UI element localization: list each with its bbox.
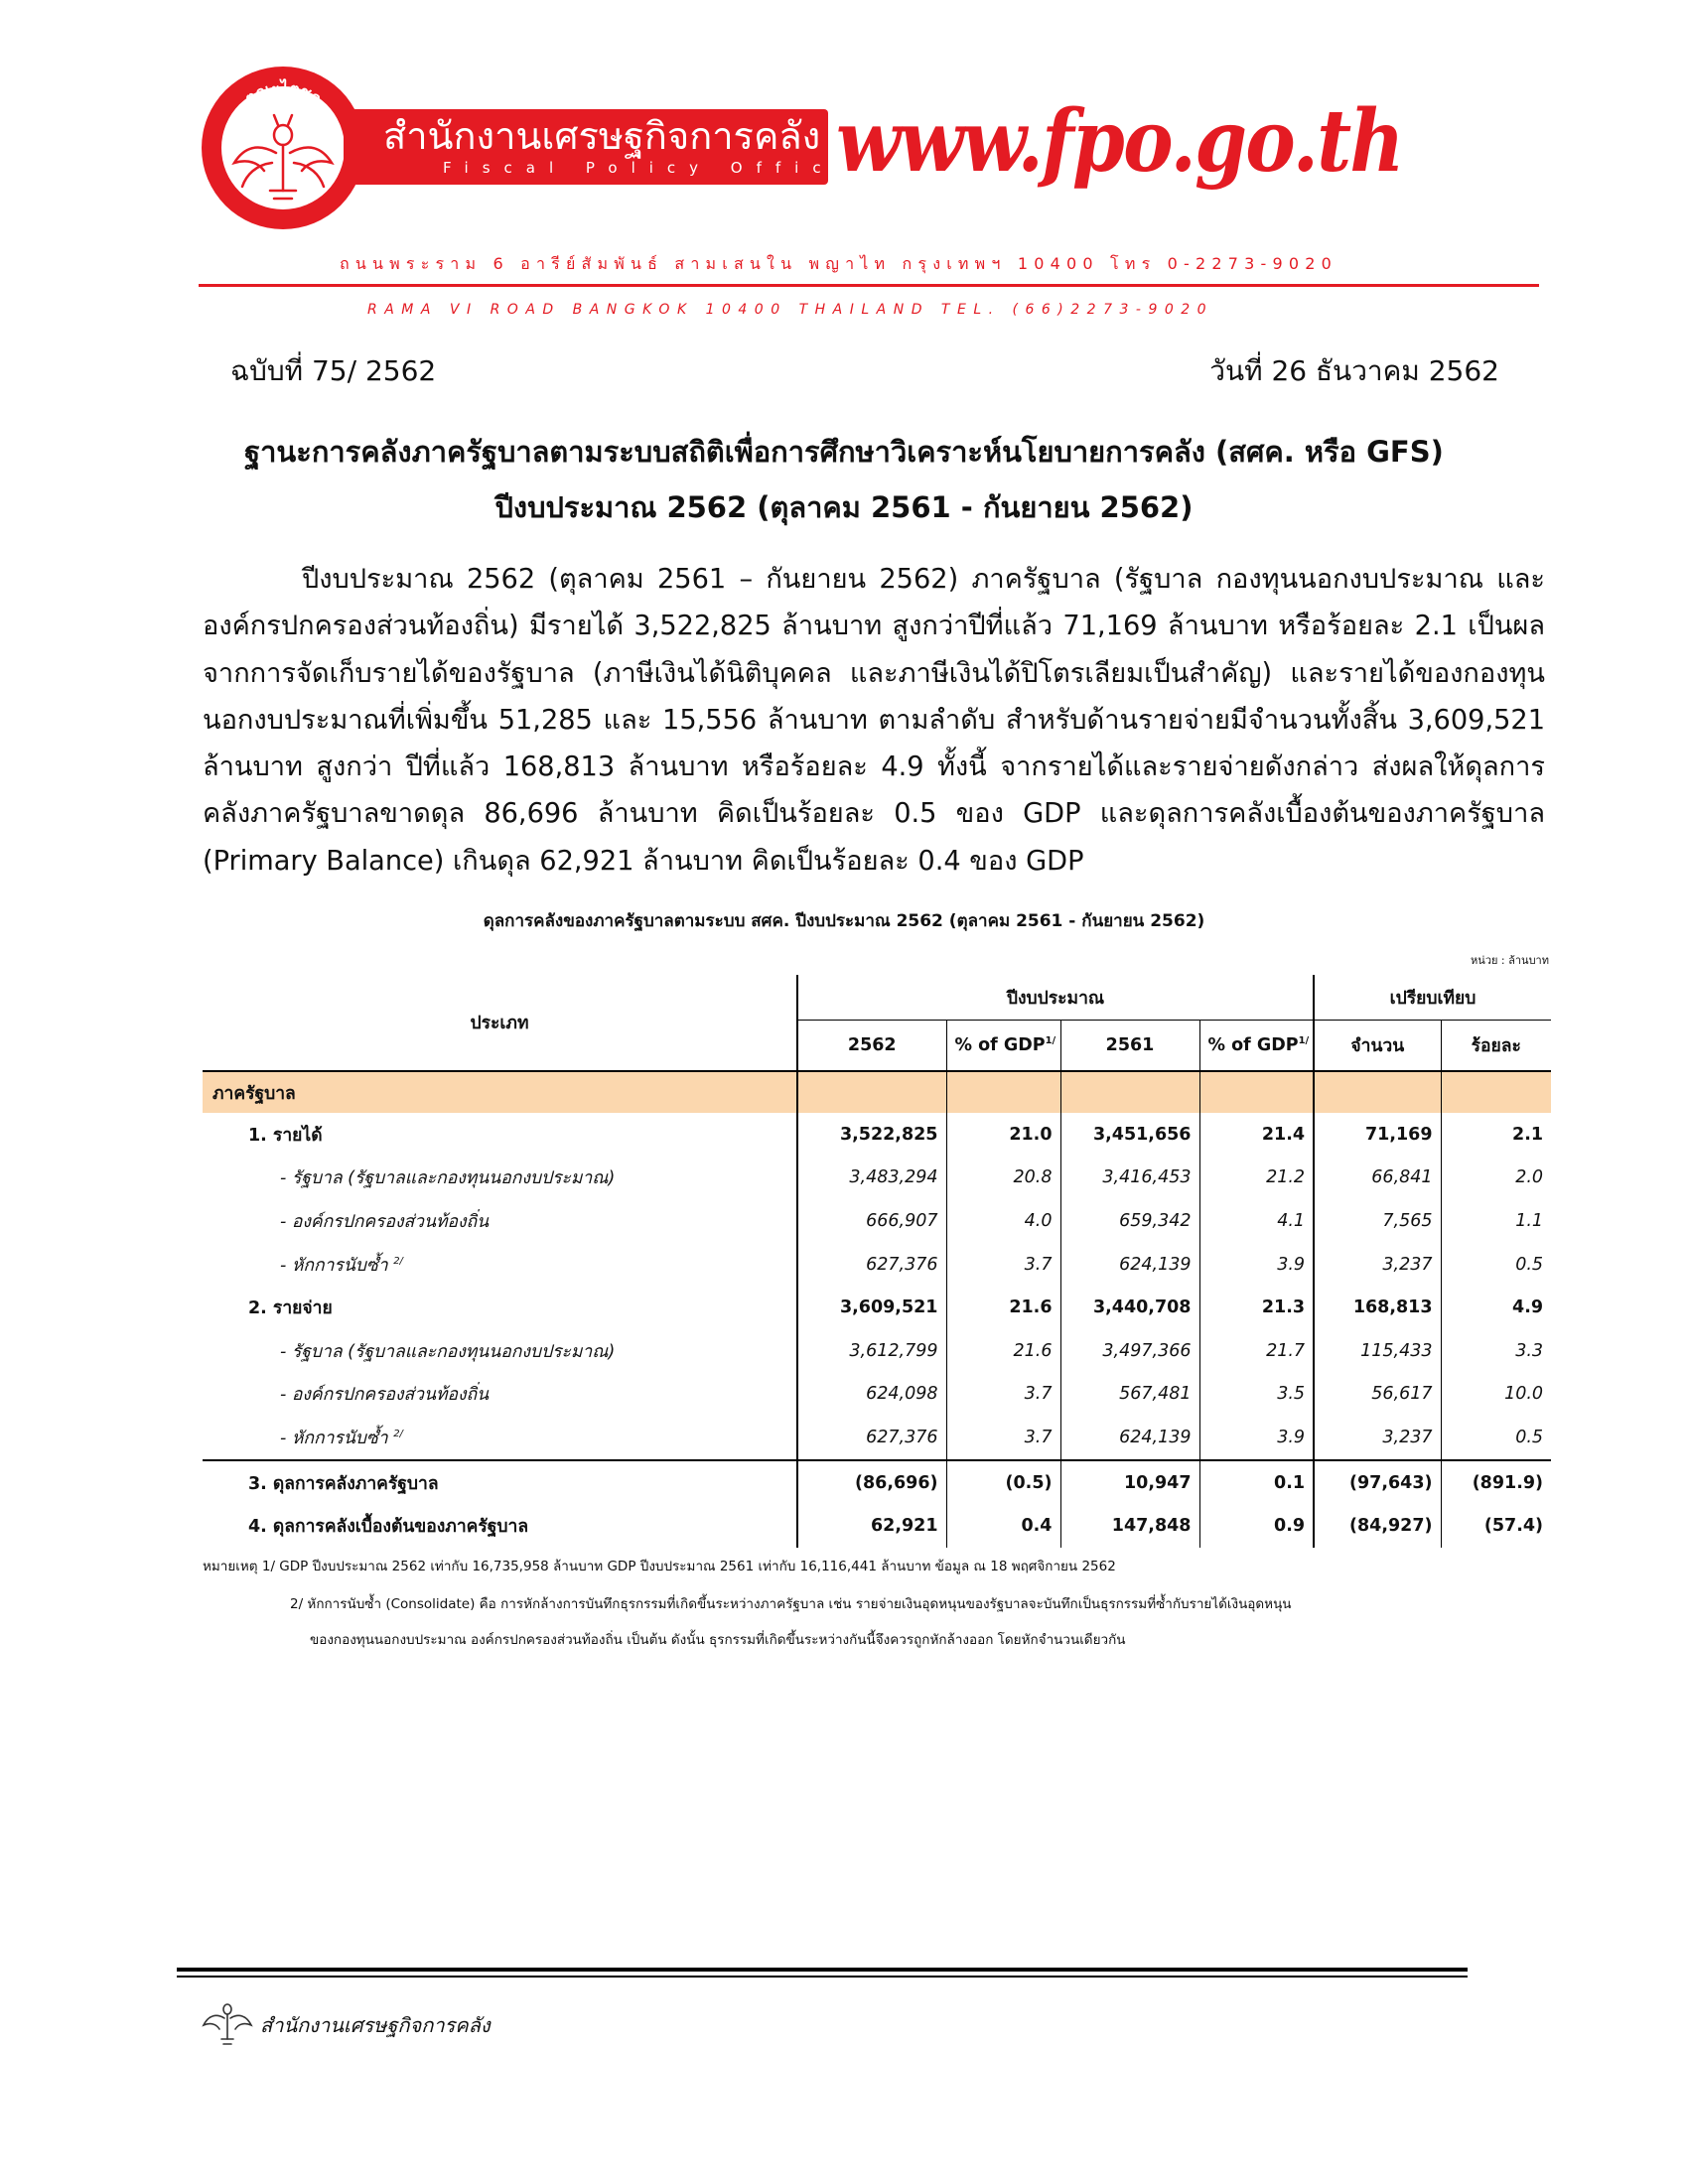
title-banner (344, 109, 858, 185)
header-amount: จำนวน (1314, 1021, 1441, 1072)
table-row: 3. ดุลการคลังภาครัฐบาล (86,696) (0.5) 10,947 0.1 (97,643) (891.9) (203, 1460, 1551, 1505)
footnote-2: 2/ หักการนับซ้ำ (Consolidate) คือ การหักล้างการบันทึกธุรกรรมที่เกิดขึ้นระหว่างภาครัฐบาล เช่น รายจ่ายเงินอุดหนุนของรัฐบาลจะบันทึกเป็นธุรกรรมที่ซ้ำกับรายได้เงินอุดหนุน (290, 1596, 1292, 1612)
issue-number: ฉบับที่ 75/ 2562 (230, 354, 437, 387)
document-subtitle: ปีงบประมาณ 2562 (ตุลาคม 2561 - กันยายน 2562) (494, 490, 1194, 524)
table-row: - หักการนับซ้ำ $^{2/}$ 627,376 3.7 624,139 3.9 3,237 0.5 (203, 1243, 1551, 1287)
header-fiscal-year: ปีงบประมาณ (797, 975, 1314, 1021)
table-row: - หักการนับซ้ำ $^{2/}$ 627,376 3.7 624,139 3.9 3,237 0.5 (203, 1416, 1551, 1460)
table-row: 2. รายจ่าย 3,609,521 21.6 3,440,708 21.3 168,813 4.9 (203, 1286, 1551, 1329)
footer-divider-thin (177, 1976, 1468, 1978)
table-caption: ดุลการคลังของภาครัฐบาลตามระบบ สศค. ปีงบประมาณ 2562 (ตุลาคม 2561 - กันยายน 2562) (483, 911, 1205, 931)
garuda-icon (201, 1995, 254, 2049)
table-row: - รัฐบาล (รัฐบาลและกองทุนนอกงบประมาณ) 3,612,799 21.6 3,497,366 21.7 115,433 3.3 (203, 1329, 1551, 1373)
org-name-en: Fiscal Policy Office (443, 159, 858, 177)
header-percent: ร้อยละ (1441, 1021, 1551, 1072)
unit-label: หน่วย : ล้านบาท (1471, 954, 1549, 967)
header-gdp-2561: % of $GDP^{1/}$ (1199, 1021, 1314, 1072)
table-row: 1. รายได้ 3,522,825 21.0 3,451,656 21.4 71,169 2.1 (203, 1113, 1551, 1157)
table-row: 4. ดุลการคลังเบื้องต้นของภาครัฐบาล 62,921 0.4 147,848 0.9 (84,927) (57.4) (203, 1504, 1551, 1548)
header-compare: เปรียบเทียบ (1314, 975, 1551, 1021)
fpo-seal-logo (199, 64, 367, 232)
footnote-1: หมายเหตุ 1/ GDP ปีงบประมาณ 2562 เท่ากับ 16,735,958 ล้านบาท GDP ปีงบประมาณ 2561 เท่ากับ 16,116,441 ล้านบาท ข้อมูล ณ 18 พฤศจิกายน 2562 (203, 1559, 1116, 1574)
website-link[interactable]: www.fpo.go.th (836, 91, 1403, 192)
seal-text: ตณะไตชก (240, 77, 326, 108)
footer-org-name: สำนักงานเศรษฐกิจการคลัง (260, 2013, 491, 2037)
fiscal-balance-table (203, 975, 1551, 1548)
header-gdp-2562: % of $GDP^{1/}$ (946, 1021, 1060, 1072)
footer-divider (177, 1968, 1468, 1972)
table-row: - รัฐบาล (รัฐบาลและกองทุนนอกงบประมาณ) 3,483,294 20.8 3,416,453 21.2 66,841 2.0 (203, 1157, 1551, 1200)
table-row: - องค์กรปกครองส่วนท้องถิ่น 666,907 4.0 659,342 4.1 7,565 1.1 (203, 1199, 1551, 1243)
body-paragraph: ปีงบประมาณ 2562 (ตุลาคม 2561 – กันยายน 2562) ภาครัฐบาล (รัฐบาล กองทุนนอกงบประมาณ และองค์กรปกครองส่วนท้องถิ่น) มีรายได้ 3,522,825 ล้านบาท สูงกว่าปีที่แล้ว 71,169 ล้านบาท หรือร้อยละ 2.1 เป็นผลจากการจัดเก็บรายได้ของรัฐบาล (ภาษีเงินได้นิติบุคคล และภาษีเงินได้ปิโตรเลียมเป็นสำคัญ) และรายได้ของกองทุนนอกงบประมาณที่เพิ่มขึ้น 51,285 และ 15,556 ล้านบาท ตามลำดับ สำหรับด้านรายจ่ายมีจำนวนทั้งสิ้น 3,609,521 ล้านบาท สูงกว่า ปีที่แล้ว 168,813 ล้านบาท หรือร้อยละ 4.9 ทั้งนี้ จากรายได้และรายจ่ายดังกล่าว ส่งผลให้ดุลการคลังภาครัฐบาลขาดดุล 86,696 ล้านบาท คิดเป็นร้อยละ 0.5 ของ GDP และดุลการคลังเบื้องต้นของภาครัฐบาล (Primary Balance) เกินดุล 62,921 ล้านบาท คิดเป็นร้อยละ 0.4 ของ GDP (203, 564, 1545, 877)
table-row: - องค์กรปกครองส่วนท้องถิ่น 624,098 3.7 567,481 3.5 56,617 10.0 (203, 1373, 1551, 1417)
header-divider (199, 284, 1539, 287)
org-name-th: สำนักงานเศรษฐกิจการคลัง (383, 114, 821, 158)
header-type: ประเภท (470, 1014, 529, 1033)
header-2561: 2561 (1060, 1021, 1199, 1072)
header-2562: 2562 (797, 1021, 946, 1072)
section-label: ภาครัฐบาล (203, 1071, 797, 1113)
footnote-2-continued: ของกองทุนนอกงบประมาณ องค์กรปกครองส่วนท้องถิ่น เป็นต้น ดังนั้น ธุรกรรมที่เกิดขึ้นระหว่างกันนี้จึงควรถูกหักล้างออก โดยหักจำนวนเดียวกัน (310, 1632, 1126, 1648)
issue-date: วันที่ 26 ธันวาคม 2562 (1209, 354, 1499, 387)
address-en: RAMA VI ROAD BANGKOK 10400 THAILAND TEL. (66)2273-9020 (367, 302, 1214, 318)
document-title: ฐานะการคลังภาครัฐบาลตามระบบสถิติเพื่อการศึกษาวิเคราะห์นโยบายการคลัง (สศค. หรือ GFS) (244, 435, 1444, 469)
address-th: ถนนพระราม 6 อารีย์สัมพันธ์ สามเสนใน พญาไท กรุงเทพฯ 10400 โทร 0-2273-9020 (340, 254, 1338, 273)
